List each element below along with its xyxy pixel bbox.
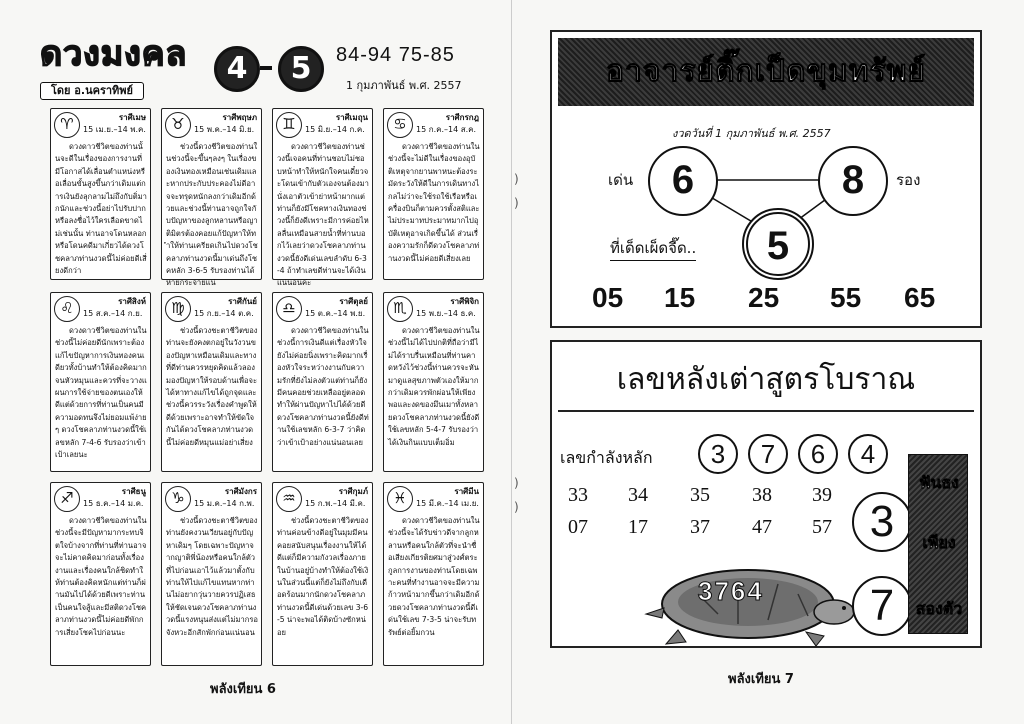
- ball-lead: 6: [648, 146, 718, 216]
- turtle-number: 3764: [698, 576, 764, 606]
- margin-mark: ): [514, 172, 519, 186]
- sign-date-range: 15 มิ.ย.–14 ก.ค.: [305, 125, 365, 134]
- ball-hot: 5: [742, 208, 814, 280]
- side-word: สองตัว: [915, 599, 963, 618]
- pair-number: 05: [592, 282, 624, 313]
- page-footer-right: พลังเทียน 7: [728, 672, 794, 687]
- sign-date-range: 15 พ.ค.–14 มิ.ย.: [194, 125, 255, 134]
- lucky-numbers: 84-94 75-85: [336, 44, 455, 66]
- grid-number: 33: [568, 484, 588, 506]
- sign-forecast: ดวงดาวชีวิตของท่านในช่วงนี้จะไม่ดีในเรื่องของอุบัติเหตุจากยานพาหนะต้องระมัดระวังให้ดีในการเดินทางไกลไม่ว่าจะใช้รถใช้เรือหรือเครื่องบินก็ตามควรตั้งสติและไม่ประมาทประมาทมากไปอุบัติเหตุอาจเกิดขึ้นได้ ส่วนเรื่องความรักก็ดีดวงโชคลาภท่านงวดนี้ไม่ค่อยดีเสี่ยงเลย: [388, 142, 480, 263]
- zodiac-icon: ♌: [54, 296, 80, 322]
- pair-number: 25: [748, 282, 780, 313]
- pair-number: 55: [830, 282, 862, 313]
- grid-number: 39: [812, 484, 832, 506]
- banner-title: อาจารย์ติ๊กเป็ดขุมทรัพย์: [558, 38, 974, 106]
- horoscope-cell: [50, 108, 151, 280]
- horoscope-cell: [161, 482, 262, 666]
- sign-name: ราศีกุมภ์: [338, 487, 368, 496]
- margin-mark: ): [514, 476, 519, 490]
- horoscope-cell: [161, 292, 262, 472]
- grid-number: 35: [690, 484, 710, 506]
- zodiac-icon: ♉: [165, 112, 191, 138]
- side-panel: [908, 454, 968, 634]
- grid-number: 34: [628, 484, 648, 506]
- sign-forecast: ดวงดาวชีวิตของท่านในช่วงนี้การเงินดีแต่เรื่องหัวใจยังไม่ค่อยนิ่งเพราะคิดมากเรื่องหัวใจระหว่างงานกับความรักที่ยังไม่ลงตัวแต่ท่านก็ยังมีคนคอยช่วยเหลืออยู่ตลอดทำให้ผ่านปัญหาไปได้ด้วยดีดวงโชคลาภท่านงวดนี้ยังดีท่านใช้เลขหลัก 6-3-7 ว่าคิดว่าเข้าเป้าอย่างแน่นอนเลย: [277, 326, 369, 447]
- right-page: [512, 0, 1024, 724]
- zodiac-icon: ♊: [276, 112, 302, 138]
- horoscope-grid: [50, 108, 484, 668]
- sign-name: ราศีตุลย์: [339, 297, 368, 306]
- ball-second: 8: [818, 146, 888, 216]
- sign-forecast: ดวงดาวชีวิตของท่านในช่วงนี้ไม่ค่อยดีนักเพราะต้องแก้ไขปัญหาการเงินทองคนเดียวทั้งบ้านทำให้ต้องคิดมากจนหัวหมุนและควรที่จะวางแผนการใช้จ่ายของตนเองให้ดีแต่ด้วยการที่ท่านเป็นคนมีความอดทนจึงไม่ยอมแพ้ง่ายๆ ดวงโชคลาภท่านงวดนี้ใช้เลขหลัก 7-4-6 รับรองว่าเข้าเป้าเลยนะ: [55, 326, 147, 460]
- turtle-formula-title: เลขหลังเต่าสูตรโบราณ: [558, 348, 974, 412]
- margin-mark: ): [514, 500, 519, 514]
- digit-ring: 6: [798, 434, 838, 474]
- turtle-illustration: [638, 554, 858, 650]
- label-hot: ที่เด็ดเผ็ดจี๊ด..: [610, 236, 696, 261]
- sign-forecast: ดวงดาวชีวิตของท่านในช่วงนี้จะได้รับข่าวดีจากลูกหลานหรือคนใกล้ตัวที่จะนำชื่อเสียงเกียรติยศมาสู่วงศ์ตระกูลการงานของท่านโดยเฉพาะคนที่ทำงานอาจจะมีความก้าวหน้ามากขึ้นกว่าเดิมอีกด้วยดวงโชคลาภท่านงวดนี้ดีเด่นใช้เลข 7-3-5 น่าจะรับทรัพย์ต่อยิ้มกวน: [388, 516, 480, 637]
- horoscope-cell: [50, 482, 151, 666]
- sign-forecast: ช่วงนี้ดวงชะตาชีวิตของท่านค่อนข้างดีอยู่ในมุมมีคนคอยสนับสนุนเรื่องงานให้ได้ดีแต่ก็มีความกังวลเรื่องภายในบ้านอยู่บ้างทำให้ต้องใช้เงินในส่วนนี้แต่ก็ยังไม่ถึงกับเดือดร้อนมากนักดวงโชคลาภท่านงวดนี้ดีเด่นด้วยเลข 3-6-5 น่าจะพอได้ติดบ้างซักหน่อย: [277, 516, 369, 637]
- draw-date: งวดวันที่ 1 กุมภาพันธ์ พ.ศ. 2557: [672, 127, 831, 140]
- grid-number: 38: [752, 484, 772, 506]
- sign-forecast: ช่วงนี้ดวงชีวิตของท่านในช่วงนี้จะขึ้นๆลงๆ ในเรื่องของเงินทองเหมือนเช่นเดิมและหากประกับประคองไม่ดีอาจจะทรุดหนักลงกว่าเดิมอีกด้วยและช่วงนี้ท่านอาจถูกใจกับปัญหาของลูกหลานหรือญาติมิตรต้องคอยแก้ปัญหาให้ทำให้ท่านเครียดเกินไปดวงโชคลาภท่านงวดนี้มาเด่นถึงโชคหลัก 3-6-5 รับรองท่านได้หายกระจายแน่: [166, 142, 258, 288]
- sign-name: ราศีเมษ: [118, 113, 146, 122]
- horoscope-cell: [272, 292, 373, 472]
- dash-divider: [260, 66, 272, 70]
- pair-number: 15: [664, 282, 696, 313]
- byline: โดย อ.นคราทิพย์: [40, 82, 144, 100]
- issue-date: 1 กุมภาพันธ์ พ.ศ. 2557: [346, 79, 462, 92]
- sign-forecast: ดวงดาวชีวิตของท่านนั้นจะดีในเรื่องของการงานที่มีโอกาสได้เลื่อนตำแหน่งหรือเลื่อนขั้นสูงขึ้นกว่าเดิมแต่การเงินยังลุกลามไม่ถึงกับติ่มากนักและช่วงนี้อย่าไปรับปากหรือลงชื่อไว้ใครเลือดขาดไม่เช่นนั้น ท่านอาจโดนหลอกหรือโดนคดีมาเกี่ยวได้ดวงโชคลาภท่านงวดนี้ไม่ค่อยดีเสี่ยงดีกว่า: [55, 142, 147, 276]
- ball-a: 3: [852, 492, 912, 552]
- zodiac-icon: ♎: [276, 296, 302, 322]
- sign-date-range: 15 ก.ย.–14 ต.ค.: [194, 309, 254, 318]
- page-footer-left: พลังเทียน 6: [210, 682, 276, 697]
- sign-date-range: 15 ธ.ค.–14 ม.ค.: [83, 499, 144, 508]
- sign-date-range: 15 เม.ย.–14 พ.ค.: [83, 125, 146, 134]
- digit-ring: 4: [848, 434, 888, 474]
- sign-date-range: 15 ก.พ.–14 มี.ค.: [305, 499, 366, 508]
- sign-name: ราศีมีน: [454, 487, 479, 496]
- logo-title: ดวงมงคล: [40, 34, 188, 74]
- grid-number: 37: [690, 516, 710, 538]
- sign-name: ราศีมังกร: [224, 487, 257, 496]
- grid-number: 57: [812, 516, 832, 538]
- side-word: เพียง: [922, 533, 956, 552]
- lucky-ball-1: 4: [214, 46, 260, 92]
- digit-ring: 7: [748, 434, 788, 474]
- sign-date-range: 15 มี.ค.–14 เม.ย.: [416, 499, 479, 508]
- zodiac-icon: ♐: [54, 486, 80, 512]
- horoscope-cell: [50, 292, 151, 472]
- horoscope-cell: [383, 108, 484, 280]
- sign-name: ราศีกันย์: [228, 297, 257, 306]
- horoscope-cell: [161, 108, 262, 288]
- sign-name: ราศีสิงห์: [118, 297, 146, 306]
- sign-forecast: ดวงดาวชีวิตของท่านในช่วงนี้ไม่ได้ไปปกติที่ถือว่ามีไม่ได้ราบรื่นเหมือนที่ท่านคาดหวังไว้ช่วงนี้ท่านควรจะหันมาดูแลสุขภาพตัวเองให้มากกว่าเดิมควรพักผ่อนให้เพียงพอและงดของมึนเมาทั้งหลายดวงโชคลาภท่านงวดนี้ยังดีใช้เลขหลัก 5-4-7 รับรองว่าได้เงินกินแบบเต็มอิ่ม: [388, 326, 480, 447]
- sign-forecast: ช่วงนี้ดวงชะตาชีวิตของท่านยังคงวนเวียนอยู่กับปัญหาเดิมๆ โดยเฉพาะปัญหาจากญาติพี่น้องหรือคนใกล้ตัวที่ไปก่อนเอาไว้แล้วมาตั้งกับท่านให้ไปแก้ไขแทนหากท่านไม่อยากวุ่นวายควรปฏิเสธให้ชัดเจนดวงโชคลาภท่านงวดนี้แรงหนุนส่งแต่ไม่มากรอจังหวะอีกสักพักก่อนแน่นอน: [166, 516, 258, 637]
- grid-number: 17: [628, 516, 648, 538]
- horoscope-cell: [383, 292, 484, 472]
- sign-name: ราศีพฤษภ: [222, 113, 257, 122]
- grid-number: 47: [752, 516, 772, 538]
- zodiac-icon: ♓: [387, 486, 413, 512]
- digit-strength-label: เลขกำลังหลัก: [560, 448, 653, 467]
- label-lead: เด่น: [608, 171, 634, 189]
- masthead: [36, 30, 496, 102]
- sign-name: ราศีพิจิก: [450, 297, 479, 306]
- label-second: รอง: [896, 171, 921, 189]
- zodiac-icon: ♍: [165, 296, 191, 322]
- lucky-number-banner: [550, 30, 982, 328]
- margin-mark: ): [514, 196, 519, 210]
- sign-name: ราศีเมถุน: [335, 113, 368, 122]
- lucky-ball-2: 5: [278, 46, 324, 92]
- digit-ring: 3: [698, 434, 738, 474]
- zodiac-icon: ♑: [165, 486, 191, 512]
- zodiac-icon: ♋: [387, 112, 413, 138]
- sign-date-range: 15 ต.ค.–14 พ.ย.: [305, 309, 366, 318]
- ball-b: 7: [852, 576, 912, 636]
- grid-number: 07: [568, 516, 588, 538]
- horoscope-cell: [272, 108, 373, 288]
- horoscope-cell: [383, 482, 484, 666]
- zodiac-icon: ♒: [276, 486, 302, 512]
- sign-date-range: 15 พ.ย.–14 ธ.ค.: [416, 309, 476, 318]
- zodiac-icon: ♏: [387, 296, 413, 322]
- horoscope-cell: [272, 482, 373, 666]
- zodiac-icon: ♈: [54, 112, 80, 138]
- pair-number: 65: [904, 282, 936, 313]
- sign-date-range: 15 ก.ค.–14 ส.ค.: [416, 125, 477, 134]
- side-word: ฟันธง: [919, 473, 959, 492]
- sign-forecast: ช่วงนี้ดวงชะตาชีวิตของท่านจะยังคงตกอยู่ในวังวนของปัญหาเหมือนเดิมและทางที่ดีท่านควรหยุดคิดแล้วลองมองปัญหาให้รอบด้านเพื่อจะได้หาทางแก้ไขได้ถูกจุดและช่วงนี้ควรระวังเรื่องคำพูดให้ดีด้วยเพราะอาจทำให้ขัดใจกันได้ดวงโชคลาภท่านงวดนี้ไม่ค่อยดีหมุนแม่อย่าเสี่ยง: [166, 326, 258, 447]
- sign-forecast: ดวงดาวชีวิตของท่านช่วงนี้เจอคนที่ท่านชอบไม่ชอบหน้าทำให้หนักใจคนเดี๋ยวจะโดนเข้ากับตัวเองจนต้องมานั่งเอาตัวเข้าย่าหน้าผากแต่ท่านก็ยังมีโชคทางเงินทองช่วงนี้ก็ยังดีเพราะมีการค่อยไหลลื่นเหมือนสายน้ำที่ท่านบอกไว้เลยว่าดวงโชคลาภท่านงวดนี้ยังดีเด่นเลขลำดับ 6-3-4 ถ้าทำเลขดีท่านจะได้เงินแน่นอนค่ะ: [277, 142, 369, 288]
- sign-date-range: 15 ม.ค.–14 ก.พ.: [194, 499, 255, 508]
- turtle-formula-box: [550, 340, 982, 648]
- sign-name: ราศีกรกฎ: [445, 113, 479, 122]
- sign-date-range: 15 ส.ค.–14 ก.ย.: [83, 309, 143, 318]
- sign-forecast: ดวงดาวชีวิตของท่านในช่วงนี้จะมีปัญหามากระทบจิตใจบ้างจากที่ท่านที่ท่านอาจจะไม่คาดคิดมาก่อนทั้งเรื่องงานและเรื่องคนใกล้ชิดทำให้ท่านต้องคิดหนักแต่ท่านก็ผ่านมันไปได้ด้วยดีเพราะท่านเป็นคนใจสู้และมีสติดวงโชคลาภท่านงวดนี้ไม่ค่อยดีพักการเสี่ยงโชคไปก่อนนะ: [55, 516, 147, 637]
- sign-name: ราศีธนู: [121, 487, 146, 496]
